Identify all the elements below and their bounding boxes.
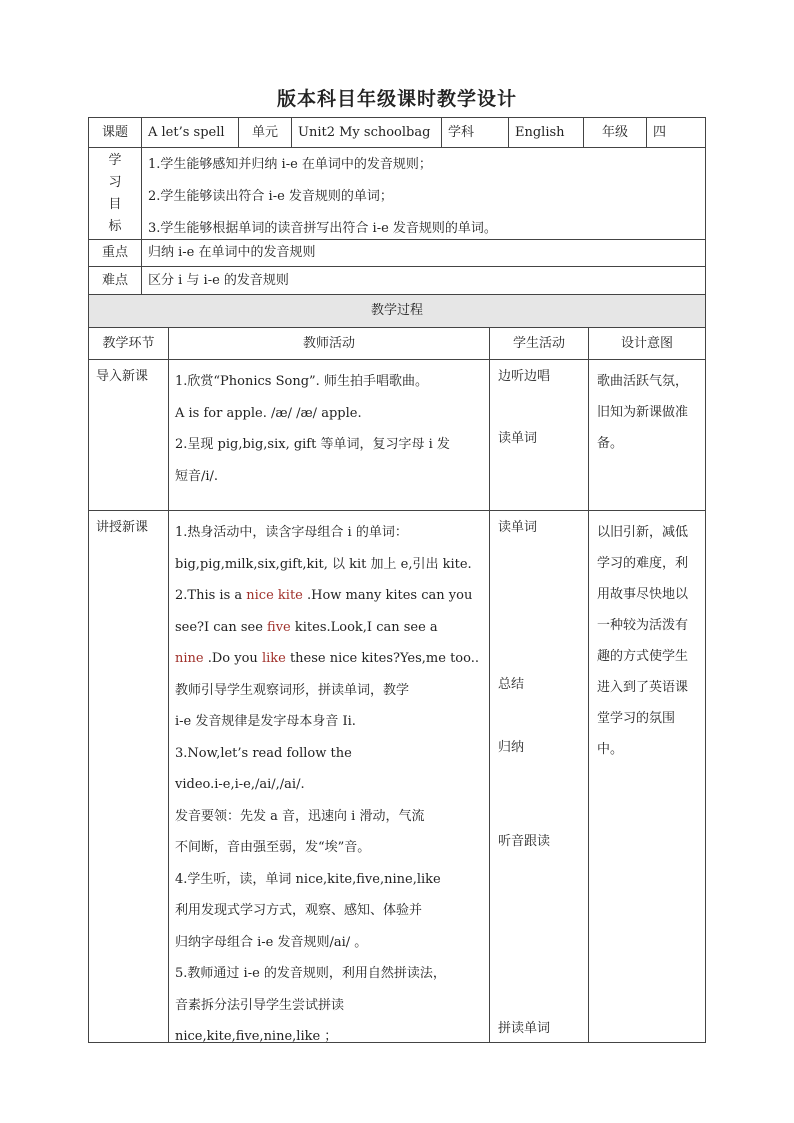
key-point-value: 归纳 i-e 在单词中的发音规则 — [141, 240, 705, 266]
text-line: 不间断，音由强至弱，发“埃”音。 — [175, 840, 371, 855]
text-line: 短音/i/. — [175, 468, 219, 484]
text-line: nice,kite,five,nine,like ； — [175, 1029, 338, 1044]
highlight-word: nice kite — [246, 588, 303, 603]
topic-value: A let’s spell — [141, 118, 238, 147]
text-line: video.i-e,i-e,/ai/,/ai/. — [175, 777, 305, 792]
intro-teacher-activity — [168, 360, 489, 510]
unit-label: 单元 — [238, 118, 291, 147]
difficulty-label: 难点 — [101, 272, 128, 288]
topic-label: 课题 — [101, 124, 128, 140]
text-line: 2.This is a nice kite .How many kites can you — [175, 588, 473, 603]
student-activity: 听音跟读 — [498, 834, 551, 849]
student-column-header: 学生活动 — [489, 328, 588, 359]
stage-column-header: 教学环节 — [102, 335, 155, 351]
teach-teacher-activity — [168, 511, 489, 1042]
intro-stage: 导入新课 — [96, 369, 149, 384]
text-line: 发音要领：先发 a 音，迅速向 i 滑动，气流 — [175, 808, 425, 824]
page-title: 版本科目年级课时教学设计 — [276, 88, 517, 110]
student-activity: 归纳 — [498, 740, 525, 755]
goal-item: 1.学生能够感知并归纳 i-e 在单词中的发音规则； — [148, 157, 432, 172]
intent-column-header: 设计意图 — [588, 328, 705, 359]
difficulty-row — [89, 267, 705, 295]
subject-value: English — [508, 118, 583, 147]
highlight-word: like — [261, 651, 286, 666]
teach-row — [89, 511, 705, 1042]
text-line: 5.教师通过 i-e 的发音规则，利用自然拼读法， — [175, 966, 446, 981]
text-line: 教师引导学生观察词形，拼读单词，教学 — [175, 682, 410, 698]
teach-student-activity — [489, 511, 588, 1042]
student-activity: 读单词 — [498, 520, 538, 535]
grade-label: 年级 — [583, 118, 646, 147]
text-line: see?I can see five kites.Look,I can see a — [175, 619, 438, 635]
grade-value: 四 — [646, 118, 705, 147]
student-activity: 读单词 — [498, 431, 538, 446]
header-row — [89, 118, 705, 148]
highlight-word: five — [267, 619, 291, 635]
goals-row — [89, 148, 705, 240]
intro-row — [89, 360, 705, 511]
text-line: 4.学生听，读，单词 nice,kite,five,nine,like — [175, 871, 441, 887]
teacher-column-header: 教师活动 — [168, 328, 489, 359]
goal-item: 3.学生能够根据单词的读音拼写出符合 i-e 发音规则的单词。 — [148, 221, 497, 236]
subject-label: 学科 — [441, 118, 508, 147]
text-line: 1.热身活动中，读含字母组合 i 的单词： — [175, 525, 408, 540]
text-line: A is for apple. /æ/ /æ/ apple. — [175, 405, 362, 421]
key-point-label: 重点 — [101, 245, 128, 260]
process-band: 教学过程 — [89, 295, 705, 328]
text-line: big,pig,milk,six,gift,kit, 以 kit 加上 e,引出 kite. — [175, 556, 472, 572]
text-line: i-e 发音规律是发字母本身音 Ii. — [175, 714, 356, 729]
lesson-plan-table — [88, 117, 706, 1043]
text-line: 利用发现式学习方式，观察、感知、体验并 — [175, 903, 423, 918]
goals-list — [141, 148, 705, 239]
intro-design-intent: 歌曲活跃气氛，旧知为新课做准备。 — [588, 360, 705, 510]
text-line: nine .Do you like these nice kites?Yes,me too.. — [175, 651, 479, 666]
teach-stage: 讲授新课 — [96, 520, 149, 535]
difficulty-value: 区分 i 与 i-e 的发音规则 — [141, 267, 705, 294]
teach-design-intent: 以旧引新，减低学习的难度，利用故事尽快地以一种较为活泼有趣的方式使学生进入到了英语课堂学习的氛围中。 — [588, 511, 705, 1042]
student-activity: 拼读单词 — [498, 1021, 551, 1036]
intro-student-activity — [489, 360, 588, 510]
text-line: 3.Now,let’s read follow the — [175, 745, 352, 761]
highlight-word: nine — [175, 651, 204, 666]
process-header-row — [89, 328, 705, 360]
student-activity: 边听边唱 — [498, 369, 551, 384]
unit-value: Unit2 My schoolbag — [291, 118, 441, 147]
text-line: 音素拆分法引导学生尝试拼读 — [175, 997, 345, 1013]
text-line: 归纳字母组合 i-e 发音规则/ai/ 。 — [175, 934, 368, 950]
goals-label: 学习目标 — [108, 152, 122, 234]
text-line: 1.欣赏“Phonics Song”. 师生拍手唱歌曲。 — [175, 374, 428, 389]
student-activity: 总结 — [498, 677, 525, 692]
goal-item: 2.学生能够读出符合 i-e 发音规则的单词； — [148, 189, 393, 204]
key-point-row — [89, 240, 705, 267]
text-line: 2.呈现 pig,big,six, gift 等单词，复习字母 i 发 — [175, 437, 450, 452]
